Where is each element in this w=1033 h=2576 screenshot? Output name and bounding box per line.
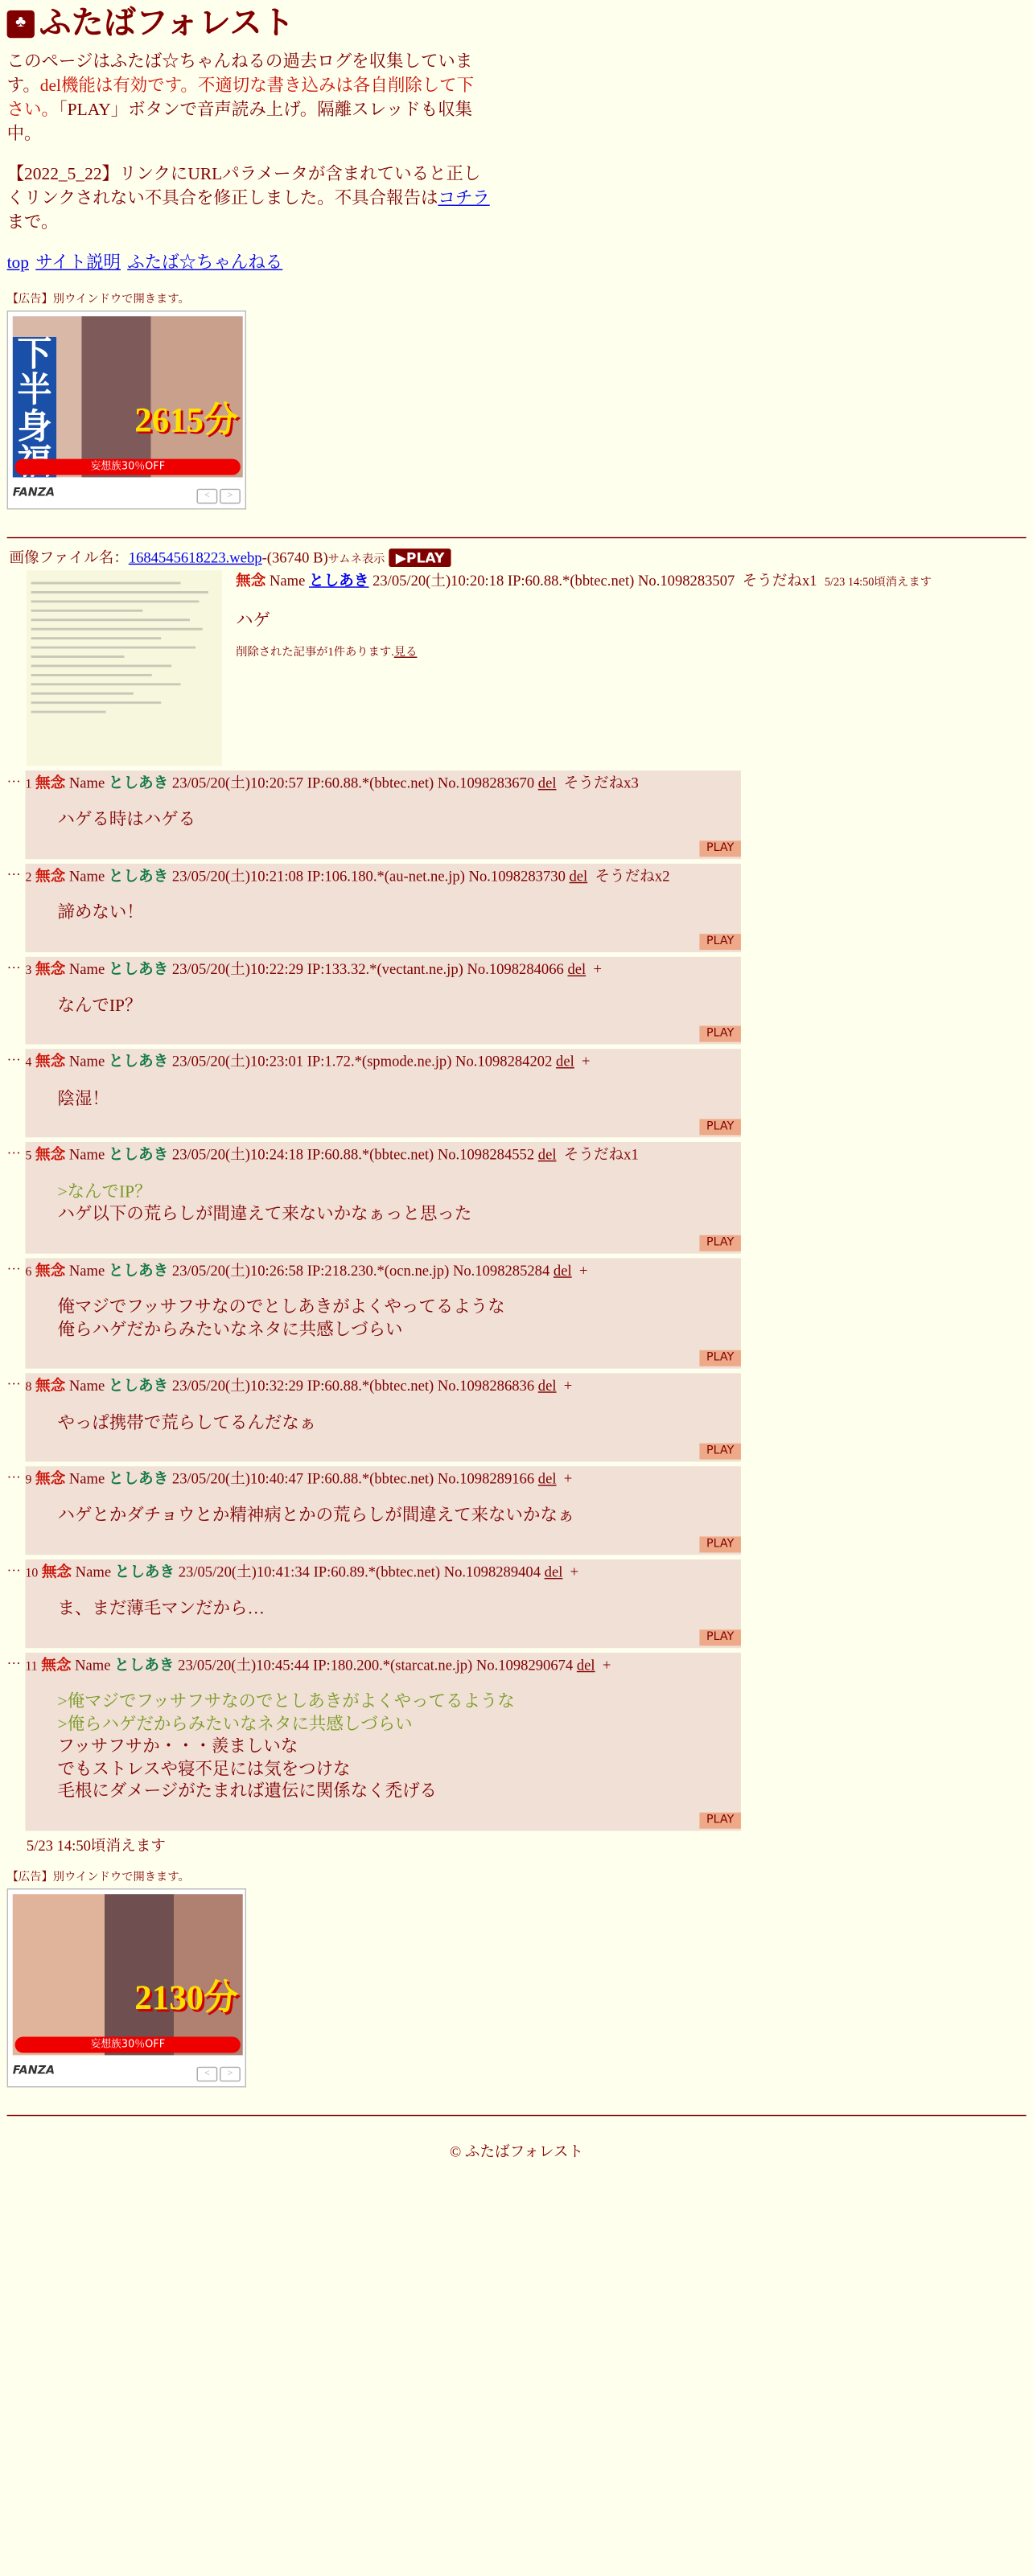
reply-subject: 無念 xyxy=(35,959,66,977)
reply-play-button[interactable]: PLAY xyxy=(699,1536,741,1552)
ad-duration-2: 2130分 xyxy=(134,1978,239,2018)
reply-play-button[interactable]: PLAY xyxy=(699,1120,741,1136)
notice-paragraph-2 xyxy=(7,162,491,235)
reply-text xyxy=(58,1599,741,1621)
reply-dots: … xyxy=(6,769,21,786)
reply-text xyxy=(58,1089,741,1111)
notice-del-warning: del機能は有効です。不適切な書き込みは各自削除して下さい。 xyxy=(6,76,475,120)
reply-box xyxy=(25,956,740,1045)
reply-name-label: Name xyxy=(68,774,105,791)
del-link[interactable]: del xyxy=(569,866,588,885)
del-link[interactable]: del xyxy=(567,959,586,977)
reply-play-button[interactable]: PLAY xyxy=(699,1026,741,1042)
reply-header xyxy=(25,1375,740,1396)
play-icon: ▶ xyxy=(395,548,406,565)
reply-name: としあき xyxy=(108,1376,169,1395)
reply-play-button[interactable]: PLAY xyxy=(699,1350,741,1366)
reply-post xyxy=(7,1258,1027,1369)
op-name-link[interactable]: としあき xyxy=(309,571,369,589)
divider-bottom xyxy=(7,2115,1027,2116)
reply-sodane[interactable]: そうだねx1 xyxy=(563,1145,639,1164)
reply-play-button[interactable]: PLAY xyxy=(699,1235,741,1251)
reply-post xyxy=(7,1374,1027,1462)
reply-header xyxy=(25,1144,740,1165)
thread-expire: 5/23 14:50頃消えます xyxy=(26,1836,166,1854)
reply-name: としあき xyxy=(108,1145,169,1164)
deleted-note-text: 削除された記事が1件あります. xyxy=(236,646,394,659)
reply-name: としあき xyxy=(108,959,169,977)
site-title xyxy=(7,5,1027,43)
reply-name-label: Name xyxy=(68,866,105,885)
ad-footer-2 xyxy=(13,2060,241,2084)
reply-post xyxy=(7,956,1027,1045)
reply-header xyxy=(25,1260,740,1281)
reply-name: としあき xyxy=(108,1261,169,1279)
reply-post xyxy=(7,1466,1027,1555)
reply-quote-line: >なんでIP？ xyxy=(57,1183,152,1202)
op-text: ハゲ xyxy=(236,611,271,631)
reply-text-line: 俺らハゲだからみたいなネタに共感しづらい xyxy=(57,1321,403,1340)
reply-post xyxy=(7,1559,1027,1648)
op-sodane[interactable]: そうだねx1 xyxy=(742,571,817,589)
reply-meta: 23/05/20(土)10:20:57 IP:60.88.*(bbtec.net) No.1098283670 xyxy=(171,774,535,791)
reply-text xyxy=(58,810,741,832)
nav-about-link[interactable]: サイト説明 xyxy=(35,253,121,273)
reply-sodane[interactable]: + xyxy=(563,1469,573,1488)
reply-box xyxy=(25,1142,740,1253)
reply-dots: … xyxy=(6,955,21,972)
reply-footer xyxy=(25,1345,740,1369)
reply-subject: 無念 xyxy=(41,1655,72,1674)
reply-meta: 23/05/20(土)10:21:08 IP:106.180.*(au-net.ne.jp) No.1098283730 xyxy=(171,866,566,885)
reply-post xyxy=(7,1142,1027,1253)
reply-post xyxy=(7,770,1027,859)
reply-subject: 無念 xyxy=(35,1469,66,1488)
chevron-right-icon[interactable]: > xyxy=(220,488,241,503)
ad-image-2[interactable] xyxy=(13,1894,243,2055)
reply-text-line: 陰湿！ xyxy=(57,1090,109,1109)
reply-subject: 無念 xyxy=(35,1376,66,1395)
ad-arrows xyxy=(195,482,241,506)
divider xyxy=(7,536,1027,537)
reply-sodane[interactable]: そうだねx3 xyxy=(563,774,639,791)
reply-number: 1 xyxy=(25,777,32,791)
notice-play-info: 「PLAY」ボタンで音声読み上げ。隔離スレッドも収集中。 xyxy=(6,101,473,144)
reply-subject: 無念 xyxy=(35,1261,66,1279)
thumbnail-label: サムネ表示 xyxy=(327,553,385,565)
del-link[interactable]: del xyxy=(537,1145,557,1164)
reply-sodane[interactable]: + xyxy=(578,1261,588,1279)
reply-header xyxy=(25,1469,740,1489)
reply-name: としあき xyxy=(108,866,169,885)
deleted-note xyxy=(236,645,932,661)
reply-play-button[interactable]: PLAY xyxy=(699,1812,741,1828)
reply-sodane[interactable]: + xyxy=(602,1655,611,1674)
ad-banner-2[interactable] xyxy=(7,1888,246,2087)
ad-banner-1[interactable] xyxy=(7,310,246,509)
reply-sodane[interactable]: + xyxy=(582,1053,591,1070)
image-file-size: -(36740 B) xyxy=(261,548,328,565)
op-post xyxy=(7,570,1027,766)
ad-headline: 下半身 xyxy=(13,336,56,476)
reply-number: 4 xyxy=(25,1056,32,1070)
reply-footer xyxy=(25,1114,740,1138)
chevron-left-icon[interactable]: < xyxy=(197,2067,218,2082)
reply-header xyxy=(25,1562,740,1583)
reply-header xyxy=(25,959,740,980)
reply-sodane[interactable]: + xyxy=(570,1563,579,1580)
reply-text-line: 俺マジでフッサフサなのでとしあきがよくやってるような xyxy=(57,1298,505,1317)
reply-number: 2 xyxy=(25,870,32,885)
reply-text xyxy=(58,1297,741,1342)
reply-name: としあき xyxy=(108,774,169,791)
reply-meta: 23/05/20(土)10:23:01 IP:1.72.*(spmode.ne.jp) No.1098284202 xyxy=(171,1053,553,1070)
thread-play-button[interactable] xyxy=(389,548,451,568)
reply-name-label: Name xyxy=(68,1376,105,1395)
reply-box xyxy=(25,1258,740,1369)
ad-discount-tag: 妄想族30％OFF xyxy=(15,458,241,475)
reply-meta: 23/05/20(土)10:45:44 IP:180.200.*(starcat.ne.jp) No.1098290674 xyxy=(178,1655,574,1674)
reply-sodane[interactable]: + xyxy=(563,1376,573,1395)
reply-number: 8 xyxy=(25,1380,32,1395)
reply-number: 6 xyxy=(25,1264,32,1279)
chevron-right-icon[interactable]: > xyxy=(220,2067,241,2082)
notice-text: このページはふたば☆ちゃんねるの過去ログを収集しています。 xyxy=(6,52,473,96)
notice-update-text: 【2022_5_22】リンクにURLパラメータが含まれていると正しくリンクされない不具合を修正しました。不具合報告は xyxy=(6,165,481,208)
reply-number: 9 xyxy=(25,1473,32,1488)
reply-list xyxy=(7,770,1027,1830)
op-subject: 無念 xyxy=(236,571,266,589)
reply-meta: 23/05/20(土)10:24:18 IP:60.88.*(bbtec.net) No.1098284552 xyxy=(171,1145,535,1164)
reply-footer xyxy=(25,927,740,951)
reply-text xyxy=(58,1182,741,1227)
tree-icon: ♣ xyxy=(7,10,35,38)
reply-name: としあき xyxy=(114,1563,175,1580)
reply-dots: … xyxy=(6,1558,21,1575)
reply-footer xyxy=(25,1438,740,1462)
reply-dots: … xyxy=(6,1465,21,1481)
op-meta: 23/05/20(土)10:20:18 IP:60.88.*(bbtec.net) No.1098283507 xyxy=(372,571,735,589)
reply-footer xyxy=(25,1624,740,1648)
fanza-logo: FANZA xyxy=(12,487,56,499)
chevron-left-icon[interactable]: < xyxy=(197,488,218,503)
reply-subject: 無念 xyxy=(41,1563,72,1580)
reply-dots: … xyxy=(6,1141,21,1158)
reply-number: 5 xyxy=(25,1149,32,1164)
reply-post xyxy=(7,1653,1027,1830)
reply-name-label: Name xyxy=(75,1563,112,1580)
reply-footer xyxy=(25,1229,740,1253)
reply-number: 11 xyxy=(25,1659,38,1674)
reply-text-line: ハゲとかダチョウとか精神病とかの荒らしが間違えて来ないかなぁ xyxy=(57,1506,575,1526)
del-link[interactable]: del xyxy=(537,774,557,791)
reply-dots: … xyxy=(6,1048,21,1065)
ad-discount-tag-2: 妄想族30％OFF xyxy=(15,2036,241,2052)
reply-subject: 無念 xyxy=(35,1053,66,1070)
ad-duration: 2615分 xyxy=(134,401,239,439)
reply-text-line: 毛根にダメージがたまれば遺伝に関係なく禿げる xyxy=(57,1782,437,1802)
reply-text-line: ハゲ以下の荒らしが間違えて来ないかなぁっと思った xyxy=(57,1205,472,1224)
site-title-text: ふたばフォレスト xyxy=(39,6,294,42)
deleted-view-link[interactable]: 見る xyxy=(393,646,418,659)
reply-header xyxy=(25,865,740,886)
op-name-label: Name xyxy=(269,571,306,589)
reply-quote-line: >俺らハゲだからみたいなネタに共感しづらい xyxy=(57,1715,413,1734)
reply-play-button[interactable]: PLAY xyxy=(699,934,741,950)
del-link[interactable]: del xyxy=(537,1469,557,1488)
reply-post xyxy=(7,1050,1027,1138)
reply-subject: 無念 xyxy=(35,866,66,885)
reply-name: としあき xyxy=(108,1053,169,1070)
reply-header xyxy=(25,773,740,794)
del-link[interactable]: del xyxy=(556,1053,574,1070)
reply-name-label: Name xyxy=(75,1655,111,1674)
del-link[interactable]: del xyxy=(537,1376,557,1395)
reply-footer xyxy=(25,1806,740,1830)
reply-text xyxy=(58,903,741,926)
reply-box xyxy=(25,1374,740,1462)
reply-text xyxy=(58,1692,741,1804)
op-body xyxy=(236,570,932,766)
reply-meta: 23/05/20(土)10:26:58 IP:218.230.*(ocn.ne.jp) No.1098285284 xyxy=(171,1261,550,1279)
reply-box xyxy=(25,863,740,951)
nav-futaba-link[interactable]: ふたば☆ちゃんねる xyxy=(127,253,283,273)
reply-text xyxy=(58,1413,741,1436)
image-file-label: 画像ファイル名： xyxy=(9,548,129,565)
report-link[interactable]: コチラ xyxy=(438,189,490,208)
reply-text-line: ま、まだ薄毛マンだから… xyxy=(57,1600,265,1619)
nav-top-link[interactable]: top xyxy=(6,253,29,273)
reply-meta: 23/05/20(土)10:41:34 IP:60.89.*(bbtec.net) No.1098289404 xyxy=(178,1563,541,1580)
ad-footer xyxy=(13,482,241,506)
del-link[interactable]: del xyxy=(544,1563,563,1580)
notice xyxy=(7,50,1027,235)
reply-number: 10 xyxy=(25,1566,39,1580)
reply-meta: 23/05/20(土)10:40:47 IP:60.88.*(bbtec.net) No.1098289166 xyxy=(171,1469,535,1488)
reply-number: 3 xyxy=(25,963,32,977)
op-thumbnail[interactable] xyxy=(27,570,222,766)
reply-subject: 無念 xyxy=(35,774,66,791)
reply-text-line: やっぱ携帯で荒らしてるんだなぁ xyxy=(57,1414,317,1433)
ad-label: 【広告】別ウインドウで開きます。 xyxy=(6,293,190,306)
reply-meta: 23/05/20(土)10:32:29 IP:60.88.*(bbtec.net) No.1098286836 xyxy=(171,1376,535,1395)
reply-meta: 23/05/20(土)10:22:29 IP:133.32.*(vectant.ne.jp) No.1098284066 xyxy=(171,959,564,977)
reply-footer xyxy=(25,1530,740,1555)
reply-sodane[interactable]: + xyxy=(593,959,602,977)
reply-header xyxy=(25,1654,740,1675)
copyright: © ふたばフォレスト xyxy=(450,2142,584,2160)
op-expire: 5/23 14:50頃消えます xyxy=(824,576,932,589)
reply-name-label: Name xyxy=(68,1145,105,1164)
reply-dots: … xyxy=(6,1651,21,1668)
notice-paragraph-1 xyxy=(7,50,491,146)
image-file-link[interactable]: 1684545618223.webp xyxy=(128,548,262,565)
reply-dots: … xyxy=(6,1372,21,1389)
op-header xyxy=(236,570,932,591)
reply-text-line: なんでIP？ xyxy=(57,996,142,1016)
thread-image-info xyxy=(9,547,1026,568)
reply-header xyxy=(25,1052,740,1073)
reply-box xyxy=(25,1559,740,1648)
reply-text-line: 諦めない！ xyxy=(57,904,144,922)
reply-box xyxy=(25,770,740,859)
reply-text xyxy=(58,1506,741,1528)
notice-update-tail: まで。 xyxy=(6,213,59,232)
thread-play-label: PLAY xyxy=(405,548,445,565)
reply-play-button[interactable]: PLAY xyxy=(699,1444,741,1460)
reply-name-label: Name xyxy=(68,959,105,977)
del-link[interactable]: del xyxy=(553,1261,572,1279)
reply-name: としあき xyxy=(114,1655,175,1674)
ad-image[interactable] xyxy=(13,316,243,477)
del-link[interactable]: del xyxy=(576,1655,595,1674)
reply-box xyxy=(25,1466,740,1555)
reply-text-line: ハゲる時はハゲる xyxy=(57,811,196,830)
reply-quote-line: >俺マジでフッサフサなのでとしあきがよくやってるような xyxy=(57,1693,515,1712)
reply-play-button[interactable]: PLAY xyxy=(699,840,741,857)
ad-arrows-2 xyxy=(195,2060,241,2084)
reply-play-button[interactable]: PLAY xyxy=(699,1629,741,1645)
fanza-logo-2: FANZA xyxy=(12,2064,56,2078)
reply-name: としあき xyxy=(108,1469,169,1488)
reply-subject: 無念 xyxy=(35,1145,66,1164)
reply-dots: … xyxy=(6,1256,21,1273)
reply-post xyxy=(7,863,1027,951)
reply-name-label: Name xyxy=(68,1469,105,1488)
reply-box xyxy=(25,1050,740,1138)
reply-dots: … xyxy=(6,862,21,879)
reply-footer xyxy=(25,835,740,859)
reply-name-label: Name xyxy=(68,1053,105,1070)
reply-text-line: でもストレスや寝不足には気をつけな xyxy=(57,1760,351,1779)
ad-label-2: 【広告】別ウインドウで開きます。 xyxy=(6,1871,190,1884)
nav-links xyxy=(7,252,1027,276)
reply-footer xyxy=(25,1021,740,1045)
reply-text-line: フッサフサか・・・羨ましいな xyxy=(57,1737,298,1756)
reply-text xyxy=(58,996,741,1018)
reply-name-label: Name xyxy=(68,1261,105,1279)
reply-box xyxy=(25,1653,740,1830)
reply-sodane[interactable]: そうだねx2 xyxy=(595,866,670,885)
